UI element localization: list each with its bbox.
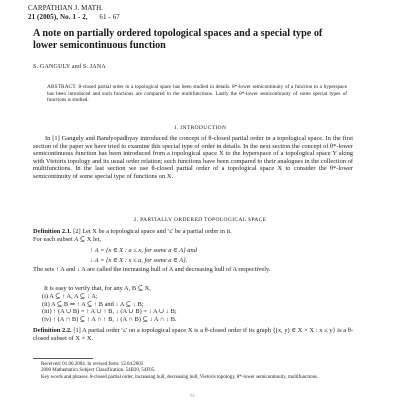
introduction-paragraph (33, 135, 353, 181)
property-item: (iv) ↑ (A ∩ B) ⊆ ↑ A ∩ ↑ B, ↓ (A ∩ B) ⊆ ↓ A ∩ ↓ B. (42, 315, 177, 323)
abstract-text: θ-closed partial order in a topological space has been studied in details. θ*-lower semicontinuity of a function to a hyperspace has been introduced and such functions are compared to the multifunctions. Lastly the θ*-lower semicontinuity of some special types of functions is studied. (47, 84, 347, 103)
definition-2-2-text: [1] A partial order '≤' on a topological space X is a θ-closed order if its graph {(x, y) ∈ X × X : x ≤ y} is a θ-closed subset of X × X. (33, 327, 353, 342)
page-number: 61 (190, 394, 195, 399)
equation-increasing-hull: ↑ A = {x ∈ X : a ≤ x, for some a ∈ A} and (90, 247, 197, 254)
definition-2-1-text: [2] Let X be a topological space and '≤' be a partial order in it. (73, 228, 232, 235)
property-item: (i) A ⊆ ↑ A, A ⊆ ↓ A; (42, 293, 98, 300)
verify-text: It is easy to verify that, for any A, B ⊆ X, (44, 285, 151, 292)
section-heading-introduction: 1. INTRODUCTION (173, 125, 227, 131)
definition-2-1-subset-text: For each subset A ⊆ X let, (33, 235, 102, 243)
property-list (42, 293, 177, 323)
abstract-label: ABSTRACT. (47, 84, 77, 90)
definition-2-1-label: Definition 2.1. (33, 228, 72, 235)
abstract (47, 84, 347, 104)
introduction-text: In [1] Ganguly and Bandyopadhyay introduced the concept of θ-closed partial order in a topological space. In the first section of the paper we have tried to examine this special type of order in details. In the next section the concept of θ*-lower semicontinuous function has been introduced from a topological space X to the hyperspace of a topological space Y along with Vietoris topology and its usual order relation; such functions have been compared to their analogues in the collection of multifunctions. In the last section we use θ-closed partial order of a topological space X to consider the θ*-lower semicontinuity of some special type of functions on X. (33, 135, 353, 180)
property-item: (iii) ↑ (A ∪ B) = ↑ A ∪ ↑ B, ↓ (A ∪ B) = ↓ A ∪ ↓ B; (42, 308, 177, 316)
journal-volume: 21 (2005), No. 1 - 2, (28, 13, 88, 21)
footnote-rule (33, 358, 93, 359)
definition-2-2 (33, 327, 353, 342)
hull-description: The sets ↑ A and ↓ A are called the increasing hull of A and decreasing hull of A respectively. (33, 266, 271, 273)
paper-authors: S. GANGULY and S. JANA (33, 64, 106, 70)
msc-classification: 2000 Mathematics Subject Classification. 54B20, 54F05. (41, 368, 156, 374)
definition-2-2-label: Definition 2.2. (33, 327, 72, 334)
journal-name: CARPATHIAN J. MATH. (28, 4, 104, 12)
journal-volume-line (28, 13, 120, 22)
journal-header (28, 4, 120, 22)
paper-title: A note on partially ordered topological spaces and a special type of lower semicontinuous function (33, 28, 323, 51)
definition-2-1 (33, 228, 353, 243)
received-date: Received: 01.06.2004. In revised form: 12.04.2005 (41, 362, 144, 367)
section-heading-partially-ordered: 2. PARTIALLY ORDERED TOPOLOGICAL SPACE (133, 217, 267, 223)
property-item: (ii) A ⊆ B ⇒ ↑ A ⊆ ↑ B and ↓ A ⊆ ↓ B; (42, 300, 144, 308)
journal-pages: 61 - 67 (99, 13, 120, 21)
keywords: Key words and phrases. θ-closed partial order, increasing hull, decreasing hull, Vietoris topology, θ*-lower semicontinuity, multifunctions. (41, 374, 319, 380)
equation-decreasing-hull: ↓ A = {x ∈ X : x ≤ a, for some a ∈ A}. (90, 257, 188, 264)
footnotes (33, 362, 353, 381)
